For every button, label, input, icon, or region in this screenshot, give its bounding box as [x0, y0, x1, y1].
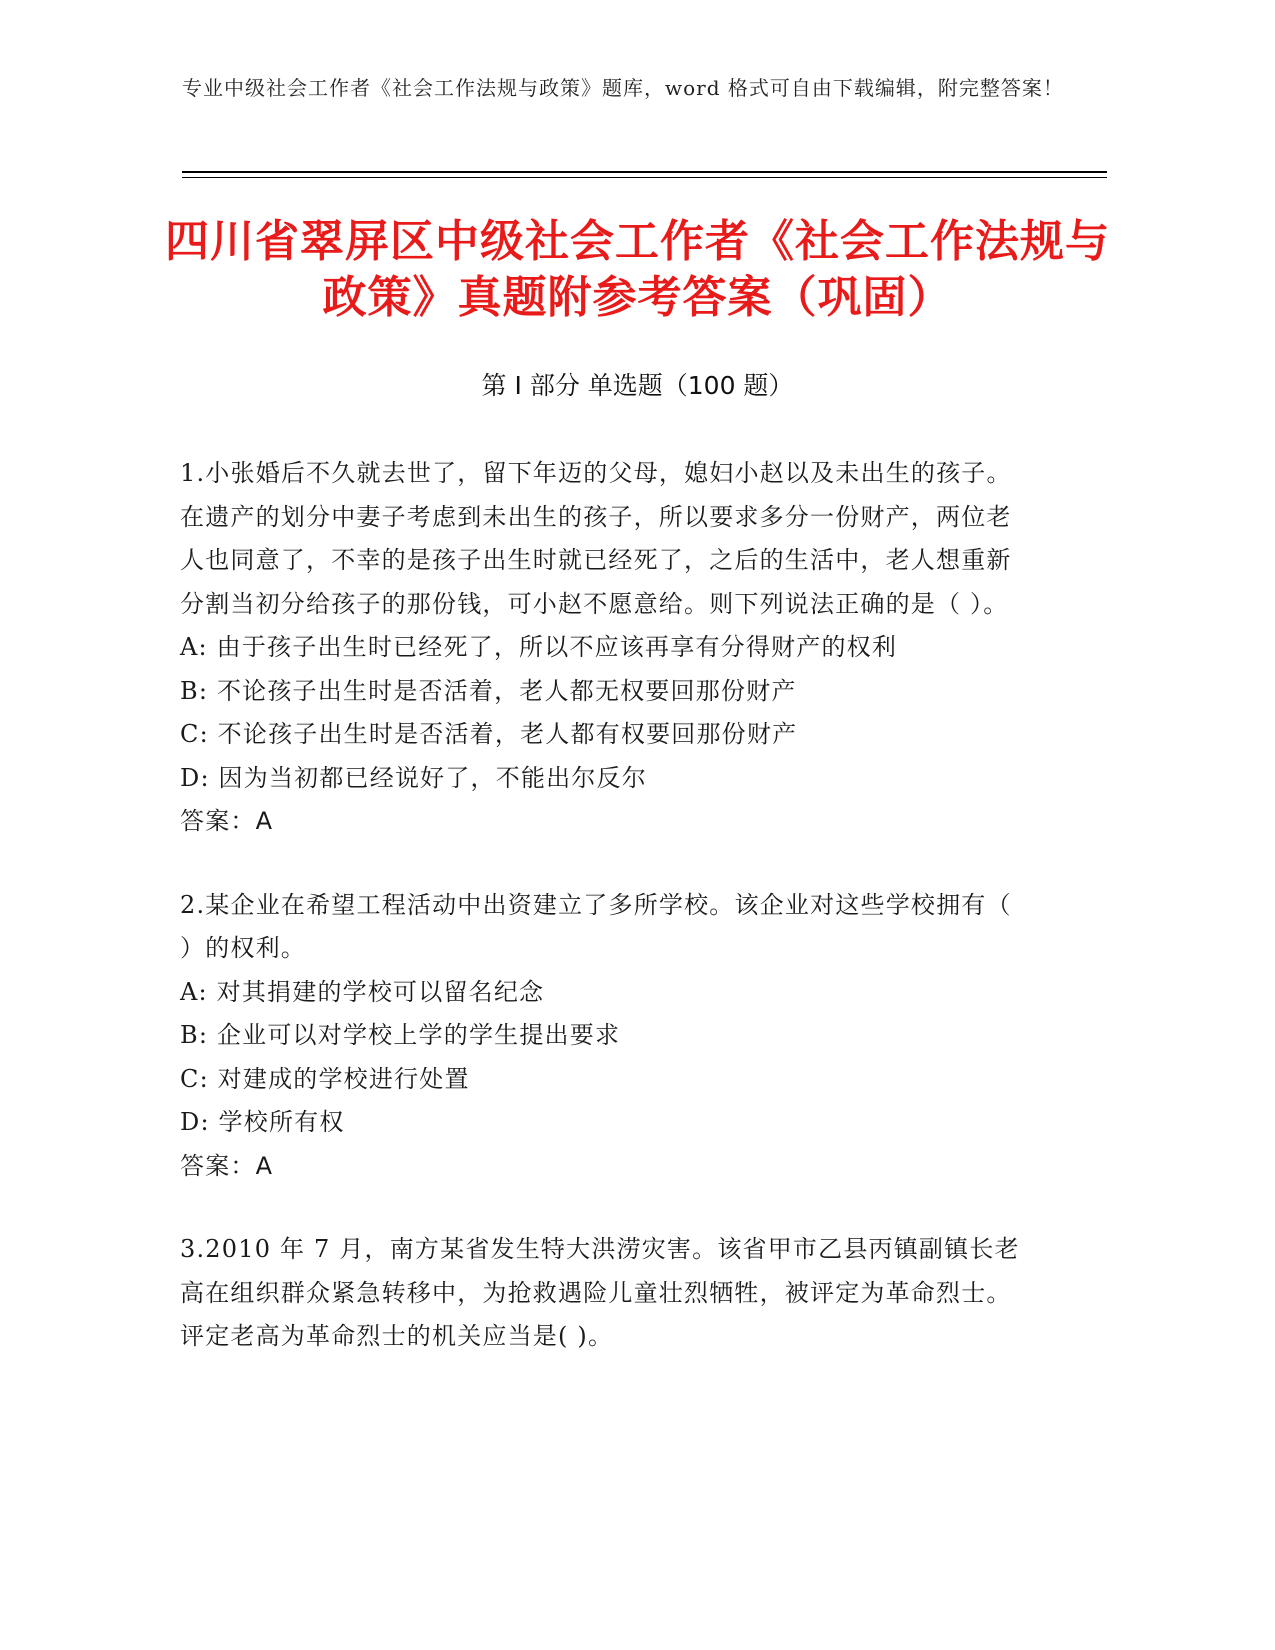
document-title: 四川省翠屏区中级社会工作者《社会工作法规与政策》真题附参考答案（巩固）: [165, 216, 1110, 323]
header-divider-thin: [182, 177, 1107, 178]
option-b: B: 不论孩子出生时是否活着，老人都无权要回那份财产: [180, 676, 797, 705]
question-2: [180, 884, 1030, 1189]
option-d: D: 学校所有权: [180, 1108, 345, 1136]
option-d: D: 因为当初都已经说好了，不能出尔反尔: [180, 763, 647, 792]
header-divider-thick: [182, 171, 1107, 173]
question-list: [180, 452, 1030, 1399]
header-note: 专业中级社会工作者《社会工作法规与政策》题库，word 格式可自由下载编辑，附完整答案！: [182, 76, 1064, 100]
question-text: 2.某企业在希望工程活动中出资建立了多所学校。该企业对这些学校拥有（ ）的权利。: [180, 890, 1012, 962]
option-a: A: 对其捐建的学校可以留名纪念: [180, 977, 545, 1006]
option-c: C: 对建成的学校进行处置: [180, 1064, 470, 1093]
question-3: [180, 1228, 1030, 1359]
question-text: 3.2010 年 7 月，南方某省发生特大洪涝灾害。该省甲市乙县丙镇副镇长老高在组织群众紧急转移中，为抢救遇险儿童壮烈牺牲，被评定为革命烈士。评定老高为革命烈士的机关应当是( )。: [180, 1235, 1020, 1350]
answer-line: 答案：A: [180, 1151, 274, 1180]
question-text: 1.小张婚后不久就去世了，留下年迈的父母，媳妇小赵以及未出生的孩子。在遗产的划分中妻子考虑到未出生的孩子，所以要求多分一份财产，两位老人也同意了，不幸的是孩子出生时就已经死了，之后的生活中，老人想重新分割当初分给孩子的那份钱，可小赵不愿意给。则下列说法正确的是（ ）。: [180, 459, 1012, 618]
option-c: C: 不论孩子出生时是否活着，老人都有权要回那份财产: [180, 720, 798, 748]
option-a: A: 由于孩子出生时已经死了，所以不应该再享有分得财产的权利: [180, 633, 898, 661]
question-1: [180, 452, 1030, 844]
option-b: B: 企业可以对学校上学的学生提出要求: [180, 1021, 621, 1049]
answer-line: 答案：A: [180, 807, 274, 835]
section-title: 第 I 部分 单选题（100 题）: [481, 371, 794, 400]
